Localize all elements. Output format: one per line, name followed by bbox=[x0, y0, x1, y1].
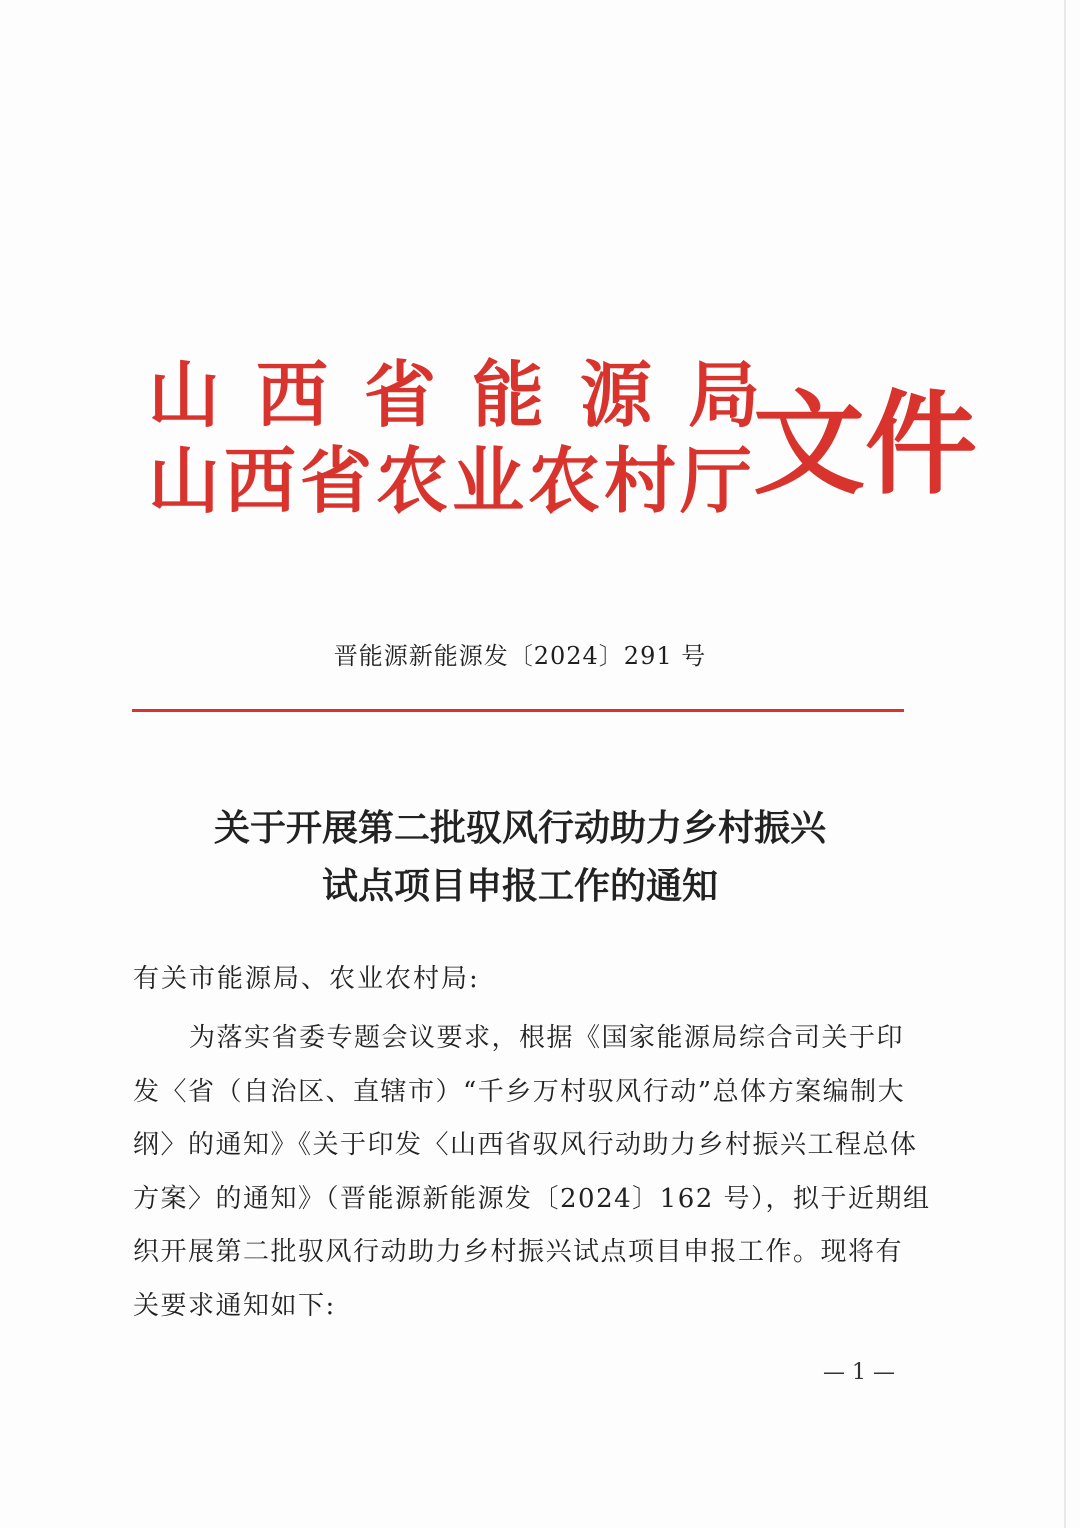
body-line: 纲〉的通知》《关于印发〈山西省驭风行动助力乡村振兴工程总体 bbox=[133, 1130, 918, 1161]
title-line-2: 试点项目申报工作的通知 bbox=[321, 866, 718, 907]
issuer-suffix: 文件 bbox=[753, 379, 977, 510]
red-separator-line bbox=[132, 709, 904, 712]
body-line: 关要求通知如下: bbox=[133, 1290, 336, 1321]
body-paragraph bbox=[133, 1012, 931, 1334]
document-title bbox=[0, 800, 1040, 916]
title-line-1: 关于开展第二批驭风行动助力乡村振兴 bbox=[213, 808, 826, 849]
body-line: 为落实省委专题会议要求，根据《国家能源局综合司关于印 bbox=[189, 1023, 905, 1053]
salutation: 有关市能源局、农业农村局: bbox=[133, 964, 480, 994]
body-line: 方案〉的通知》（晋能源新能源发〔2024〕162 号），拟于近期组 bbox=[133, 1183, 931, 1214]
body-line: 发〈省（自治区、直辖市）“千乡万村驭风行动”总体方案编制大 bbox=[133, 1076, 906, 1107]
document-number: 晋能源新能源发〔2024〕291 号 bbox=[333, 642, 707, 670]
issuer-line-agriculture-dept: 山西省农业农村厅 bbox=[148, 438, 757, 523]
page-number: — 1 — bbox=[823, 1360, 895, 1385]
body-line: 织开展第二批驭风行动助力乡村振兴试点项目申报工作。现将有 bbox=[133, 1237, 904, 1268]
issuer-header bbox=[148, 352, 977, 525]
page-edge-shadow bbox=[1064, 0, 1066, 1528]
issuer-line-energy-bureau: 山西省能源局 bbox=[148, 352, 797, 437]
